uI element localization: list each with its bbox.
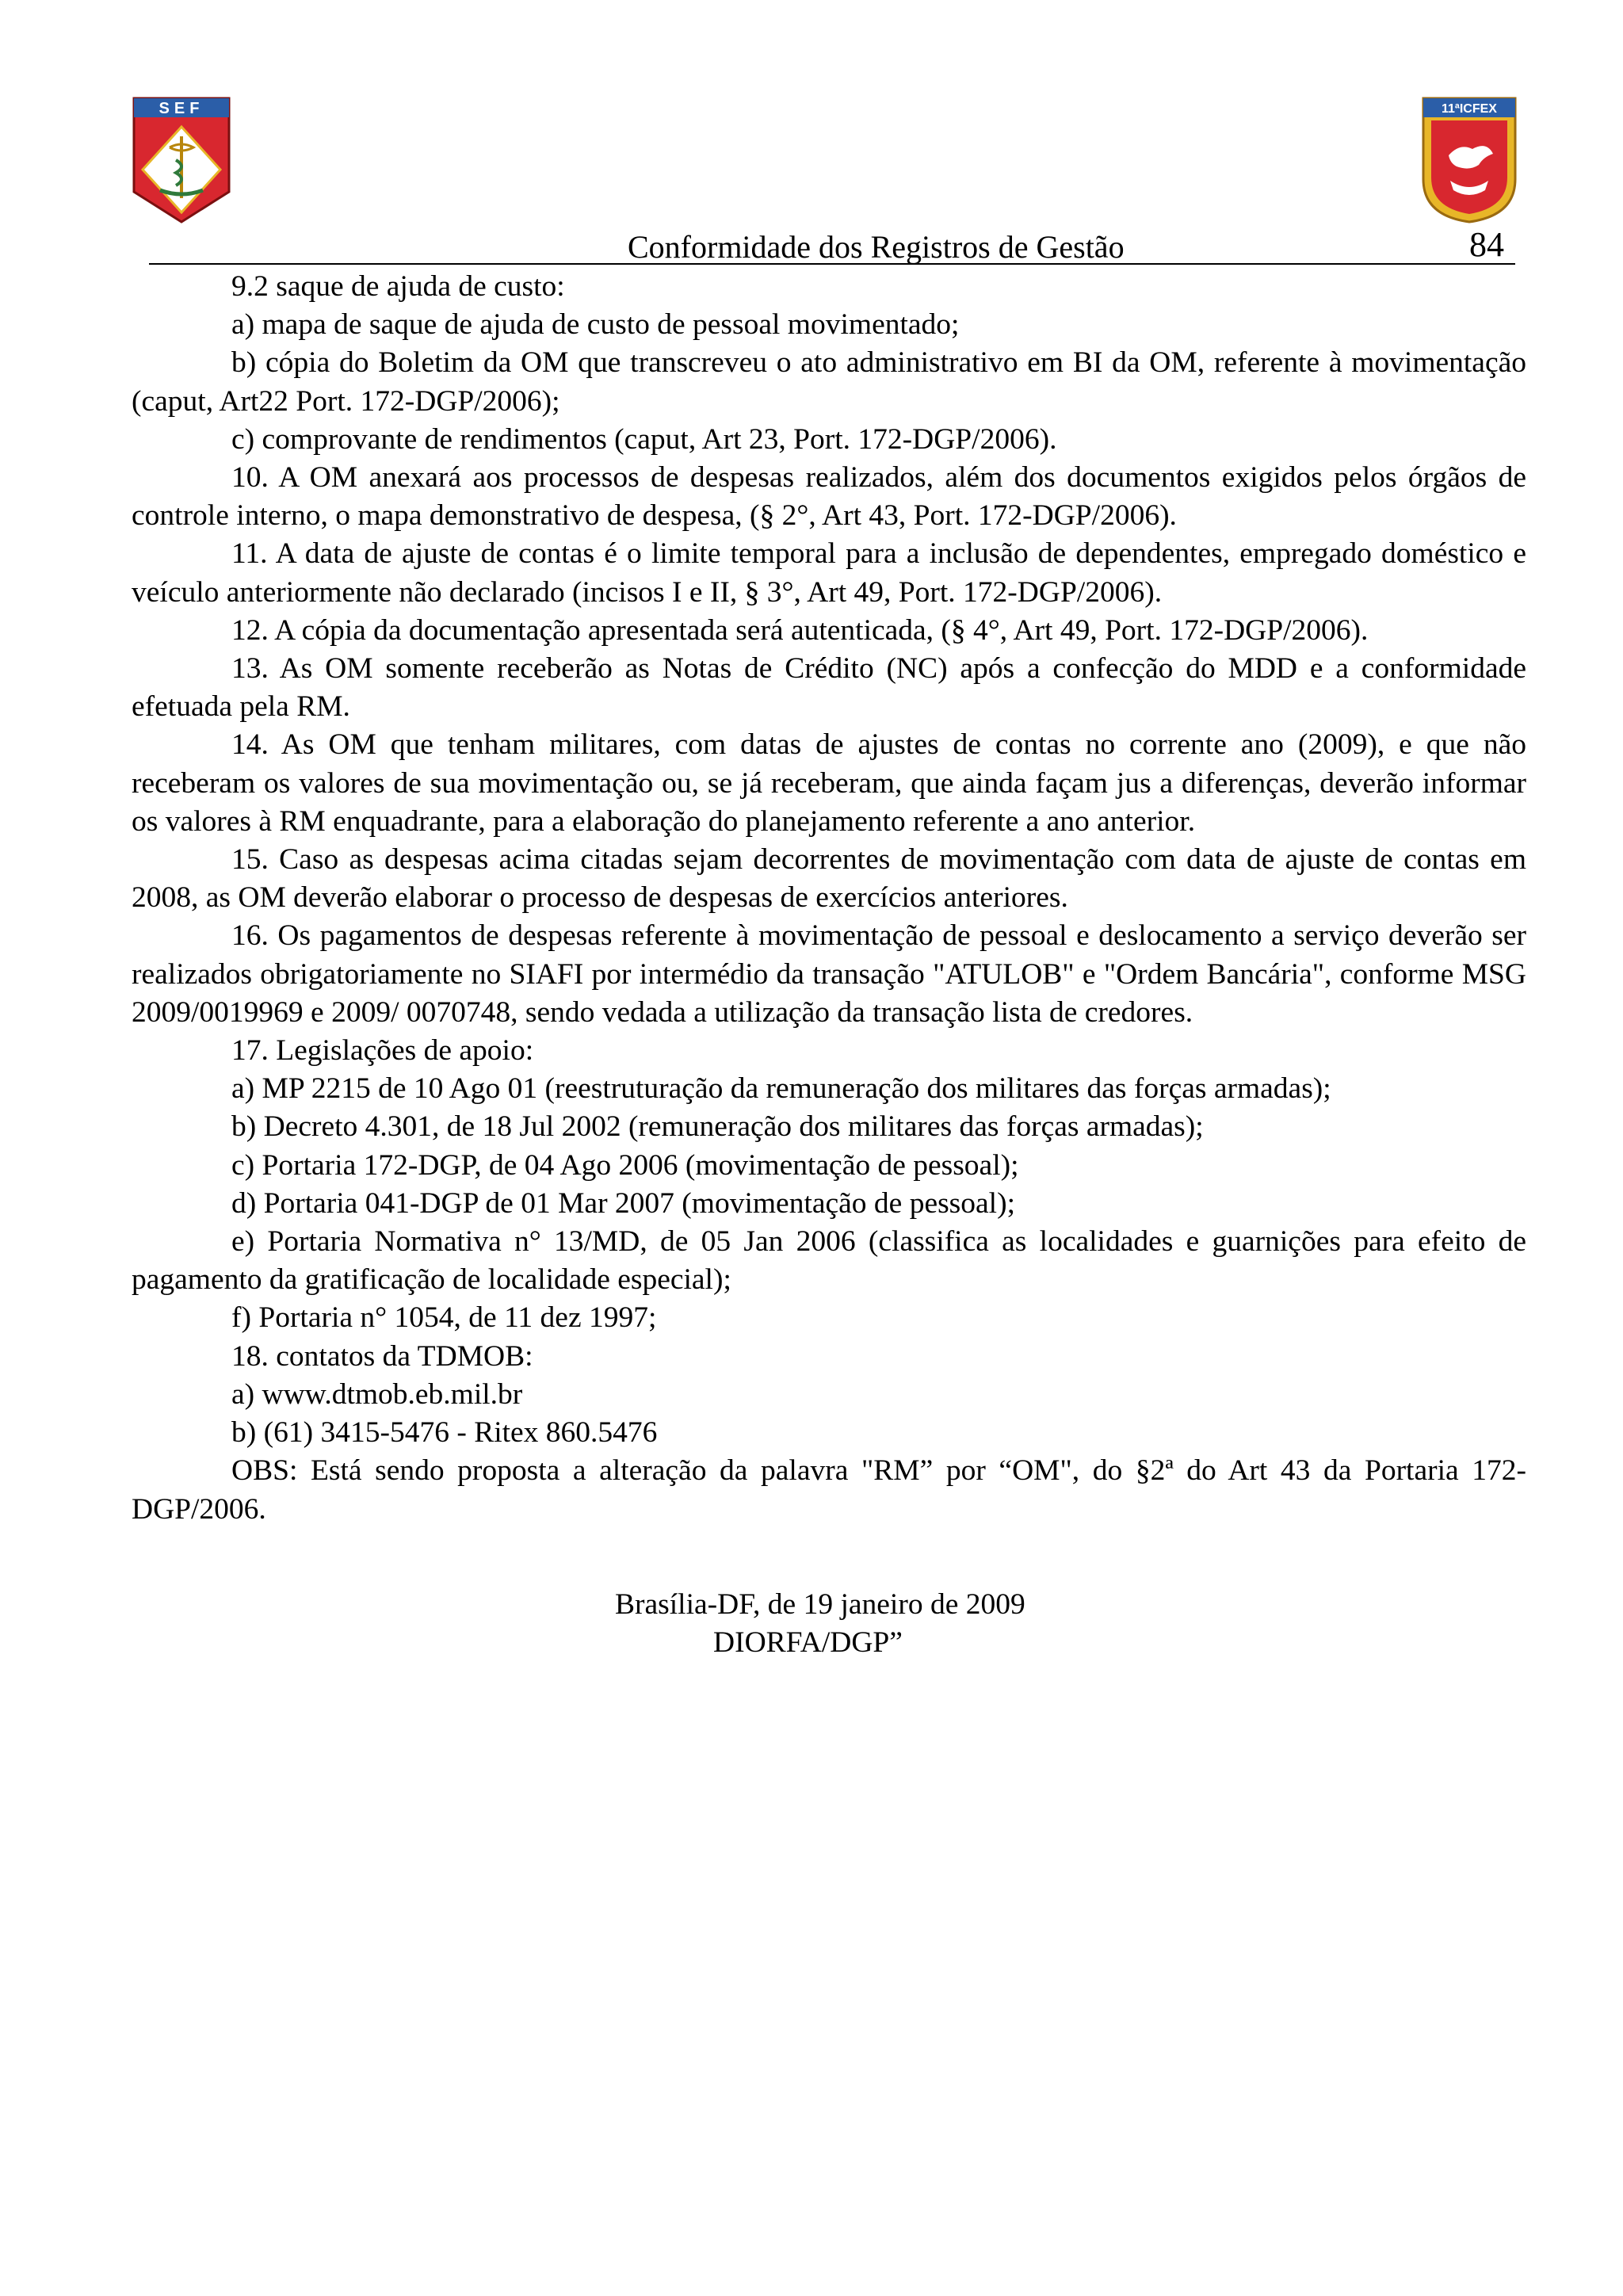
paragraph: 11. A data de ajuste de contas é o limite temporal para a inclusão de dependentes, empregado doméstico e veículo anteriormente não declarado (incisos I e II, § 3°, Art 49, Port. 172-DGP/2006).: [132, 537, 1526, 609]
paragraph: b) Decreto 4.301, de 18 Jul 2002 (remuneração dos militares das forças armadas);: [231, 1110, 1204, 1144]
icfex-shield-icon: [1420, 97, 1518, 225]
paragraph: a) MP 2215 de 10 Ago 01 (reestruturação da remuneração dos militares das forças armadas);: [231, 1072, 1331, 1106]
paragraph: a) mapa de saque de ajuda de custo de pessoal movimentado;: [231, 308, 960, 342]
paragraph: 10. A OM anexará aos processos de despesas realizados, além dos documentos exigidos pelos órgãos de controle interno, o mapa demonstrativo de despesa, (§ 2°, Art 43, Port. 172-DGP/2006).: [132, 461, 1526, 533]
icfex-logo-label: 11ªICFEX: [1442, 102, 1497, 116]
sef-shield-icon: [132, 97, 231, 225]
document-body: [132, 268, 1526, 1529]
header-divider: [149, 263, 1515, 265]
paragraph: a) www.dtmob.eb.mil.br: [231, 1377, 523, 1411]
paragraph: b) cópia do Boletim da OM que transcreveu o ato administrativo em BI da OM, referente à movimentação (caput, Art22 Port. 172-DGP/2006);: [132, 346, 1526, 418]
paragraph: f) Portaria n° 1054, de 11 dez 1997;: [231, 1301, 657, 1335]
signature-place-date-text: Brasília-DF, de 19 janeiro de 2009: [615, 1588, 1025, 1621]
paragraph: d) Portaria 041-DGP de 01 Mar 2007 (movimentação de pessoal);: [231, 1186, 1015, 1220]
paragraph: b) (61) 3415-5476 - Ritex 860.5476: [231, 1416, 658, 1450]
page-number: 84: [1469, 225, 1504, 264]
paragraph: 14. As OM que tenham militares, com datas de ajustes de contas no corrente ano (2009), e que não receberam os valores de sua movimentação ou, se já receberam, que ainda façam jus a diferenças, deverão informar os valores à RM enquadrante, para a elaboração do planejamento referente a ano anterior.: [132, 728, 1526, 838]
header-title: Conformidade dos Registros de Gestão: [628, 229, 1125, 265]
paragraph: c) Portaria 172-DGP, de 04 Ago 2006 (movimentação de pessoal);: [231, 1148, 1019, 1182]
paragraph: 15. Caso as despesas acima citadas sejam decorrentes de movimentação com data de ajuste de contas em 2008, as OM deverão elaborar o processo de despesas de exercícios anteriores.: [132, 843, 1526, 915]
paragraph: c) comprovante de rendimentos (caput, Art 23, Port. 172-DGP/2006).: [231, 422, 1057, 456]
paragraph: e) Portaria Normativa n° 13/MD, de 05 Jan 2006 (classifica as localidades e guarnições para efeito de pagamento da gratificação de localidade especial);: [132, 1225, 1526, 1297]
paragraph: 12. A cópia da documentação apresentada será autenticada, (§ 4°, Art 49, Port. 172-DGP/2006).: [231, 613, 1369, 647]
paragraph: 16. Os pagamentos de despesas referente à movimentação de pessoal e deslocamento a serviço deverão ser realizados obrigatoriamente no SIAFI por intermédio da transação "ATULOB" e "Ordem Bancária", conforme MSG 2009/0019969 e 2009/ 0070748, sendo vedada a utilização da transação lista de credores.: [132, 919, 1526, 1029]
paragraph: 17. Legislações de apoio:: [231, 1034, 534, 1068]
paragraph: 18. contatos da TDMOB:: [231, 1339, 533, 1373]
paragraph: 9.2 saque de ajuda de custo:: [231, 270, 565, 303]
paragraph: 13. As OM somente receberão as Notas de Crédito (NC) após a confecção do MDD e a conformidade efetuada pela RM.: [132, 652, 1526, 724]
sef-logo-label: SEF: [158, 100, 204, 117]
sef-emblem-logo: [132, 97, 231, 225]
icfex-emblem-logo: [1420, 97, 1518, 225]
signature-organization-text: DIORFA/DGP”: [713, 1626, 903, 1659]
paragraph: OBS: Está sendo proposta a alteração da palavra "RM” por “OM", do §2ª do Art 43 da Portaria 172-DGP/2006.: [132, 1454, 1526, 1526]
